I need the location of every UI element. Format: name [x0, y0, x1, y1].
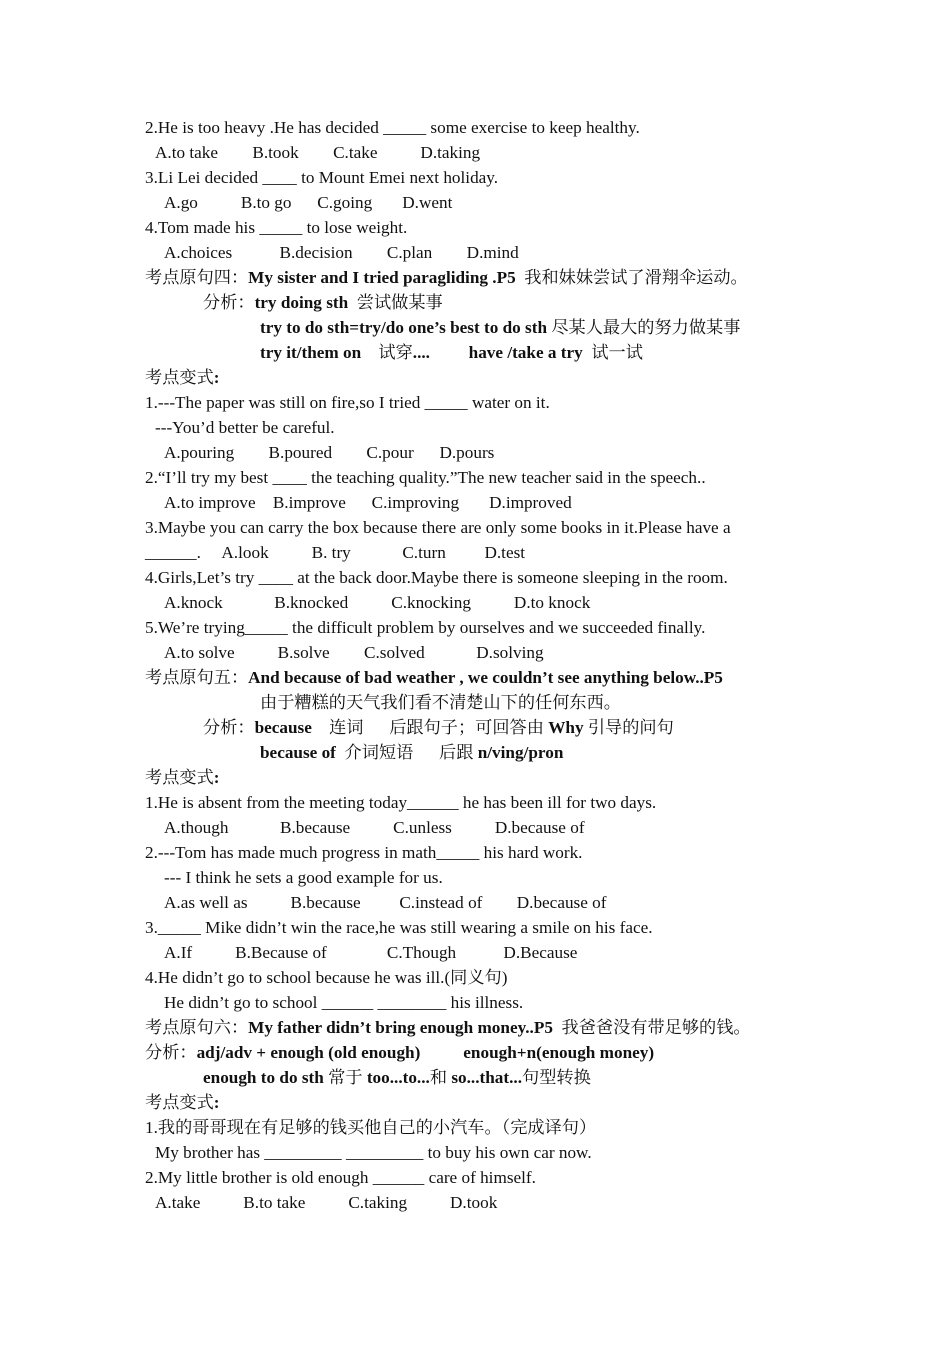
text-span: 5.We’re trying_____ the difficult problem by ourselves and we succeeded finally. [145, 618, 706, 637]
text-line [260, 690, 621, 715]
text-line [155, 1190, 497, 1215]
text-line [145, 1115, 596, 1140]
text-line [260, 740, 563, 765]
text-line [203, 1065, 591, 1090]
bold-text: n/ving/pron [477, 743, 564, 762]
text-line [203, 290, 443, 315]
text-line [145, 365, 220, 390]
text-line [164, 240, 519, 265]
text-span: --- I think he sets a good example for us. [164, 868, 443, 887]
text-span: ______. A.look B. try C.turn D.test [145, 543, 526, 562]
text-span: He didn’t go to school ______ ________ his illness. [164, 993, 524, 1012]
text-line [145, 115, 640, 140]
text-span [430, 343, 469, 362]
bold-text: because [254, 718, 312, 737]
text-span: 2.He is too heavy .He has decided _____ some exercise to keep healthy. [145, 118, 640, 137]
text-span: A.though B.because C.unless D.because of [164, 818, 585, 837]
text-line [164, 890, 606, 915]
text-span: 连词 后跟句子；可回答由 [311, 718, 549, 737]
text-span: 试穿 [361, 343, 413, 362]
text-line [164, 815, 585, 840]
bold-text: .... [412, 343, 430, 362]
bold-text: enough to do sth [203, 1068, 324, 1087]
text-line [164, 440, 494, 465]
text-line [145, 915, 653, 940]
text-line [145, 1090, 220, 1115]
text-line [145, 1015, 751, 1040]
text-line [145, 165, 498, 190]
text-span: A.choices B.decision C.plan D.mind [164, 243, 519, 262]
text-line [145, 840, 582, 865]
text-span: A.pouring B.poured C.pour D.pours [164, 443, 495, 462]
text-span: A.If B.Because of C.Though D.Because [164, 943, 578, 962]
text-line [145, 790, 656, 815]
text-line [203, 715, 674, 740]
text-span: 句型转换 [522, 1068, 591, 1087]
bold-text: because of [260, 743, 336, 762]
text-span: 1.我的哥哥现在有足够的钱买他自己的小汽车。（完成译句） [145, 1118, 597, 1137]
text-line [145, 765, 220, 790]
text-span: 1.---The paper was still on fire,so I tried _____ water on it. [145, 393, 550, 412]
text-line [164, 940, 577, 965]
text-span: ---You’d better be careful. [155, 418, 335, 437]
text-line [260, 315, 740, 340]
text-span: 我和妹妹尝试了滑翔伞运动。 [515, 268, 748, 287]
text-span: 考点变式 [145, 368, 214, 387]
text-span: A.knock B.knocked C.knocking D.to knock [164, 593, 591, 612]
text-span: 分析： [203, 718, 255, 737]
text-line [145, 965, 507, 990]
text-line [145, 615, 705, 640]
bold-text: : [213, 368, 220, 387]
text-span: 1.He is absent from the meeting today______ he has been ill for two days. [145, 793, 657, 812]
text-span: 试一试 [582, 343, 643, 362]
text-span: 考点原句五： [145, 668, 249, 687]
text-span: 尝试做某事 [348, 293, 443, 312]
text-span: 4.Girls,Let’s try ____ at the back door.Maybe there is someone sleeping in the room. [145, 568, 728, 587]
bold-text: so...that... [451, 1068, 522, 1087]
text-span: 和 [429, 1068, 452, 1087]
text-line [155, 1140, 592, 1165]
text-line [145, 215, 407, 240]
text-span: A.to improve B.improve C.improving D.improved [164, 493, 572, 512]
bold-text: My sister and I tried paragliding .P5 [248, 268, 516, 287]
text-span: 考点变式 [145, 1093, 214, 1112]
text-span: A.take B.to take C.taking D.took [155, 1193, 498, 1212]
text-line [164, 190, 452, 215]
text-span: A.as well as B.because C.instead of D.because of [164, 893, 607, 912]
bold-text: try it/them on [260, 343, 362, 362]
text-line [145, 540, 525, 565]
text-span: 4.He didn’t go to school because he was ill.(同义句) [145, 968, 508, 987]
bold-text: My father didn’t bring enough money..P5 [248, 1018, 553, 1037]
text-line [145, 465, 706, 490]
text-span [420, 1043, 463, 1062]
text-span: A.to take B.took C.take D.taking [155, 143, 481, 162]
bold-text: : [213, 1093, 220, 1112]
bold-text: Why [548, 718, 584, 737]
text-line [145, 565, 728, 590]
text-span: 3.Li Lei decided ____ to Mount Emei next holiday. [145, 168, 499, 187]
bold-text: too...to... [366, 1068, 430, 1087]
text-span: 分析： [145, 1043, 197, 1062]
text-line [145, 515, 731, 540]
bold-text: try doing sth [254, 293, 349, 312]
bold-text: enough+n(enough money) [463, 1043, 655, 1062]
text-span: A.go B.to go C.going D.went [164, 193, 453, 212]
text-line [164, 640, 544, 665]
text-span: 考点原句六： [145, 1018, 249, 1037]
bold-text: adj/adv + enough (old enough) [196, 1043, 421, 1062]
text-line [145, 1165, 536, 1190]
text-span: 介词短语 后跟 [335, 743, 478, 762]
text-span: 3.Maybe you can carry the box because there are only some books in it.Please have a [145, 518, 731, 537]
text-line [164, 490, 572, 515]
text-line [164, 590, 590, 615]
text-line [145, 665, 723, 690]
bold-text: have /take a try [468, 343, 583, 362]
text-span: A.to solve B.solve C.solved D.solving [164, 643, 544, 662]
text-span: My brother has _________ _________ to buy his own car now. [155, 1143, 592, 1162]
text-line [164, 990, 523, 1015]
text-span: 常于 [323, 1068, 367, 1087]
bold-text: : [213, 768, 220, 787]
text-line [164, 865, 443, 890]
text-line [260, 340, 643, 365]
text-span: 分析： [203, 293, 255, 312]
text-span: 3._____ Mike didn’t win the race,he was still wearing a smile on his face. [145, 918, 653, 937]
text-line [145, 265, 748, 290]
text-span: 尽某人最大的努力做某事 [547, 318, 741, 337]
text-span: 考点变式 [145, 768, 214, 787]
text-line [145, 1040, 654, 1065]
text-span: 由于糟糕的天气我们看不清楚山下的任何东西。 [260, 693, 621, 712]
text-span: 引导的问句 [583, 718, 674, 737]
text-line [155, 415, 335, 440]
text-line [145, 390, 550, 415]
text-span: 我爸爸没有带足够的钱。 [552, 1018, 751, 1037]
text-span: 4.Tom made his _____ to lose weight. [145, 218, 408, 237]
text-span: 2.“I’ll try my best ____ the teaching quality.”The new teacher said in the speech.. [145, 468, 706, 487]
text-span: 2.My little brother is old enough ______ care of himself. [145, 1168, 536, 1187]
bold-text: try to do sth=try/do one’s best to do sth [260, 318, 548, 337]
text-span: 2.---Tom has made much progress in math_____ his hard work. [145, 843, 583, 862]
bold-text: And because of bad weather , we couldn’t see anything below..P5 [248, 668, 723, 687]
text-span: 考点原句四： [145, 268, 249, 287]
text-line [155, 140, 480, 165]
